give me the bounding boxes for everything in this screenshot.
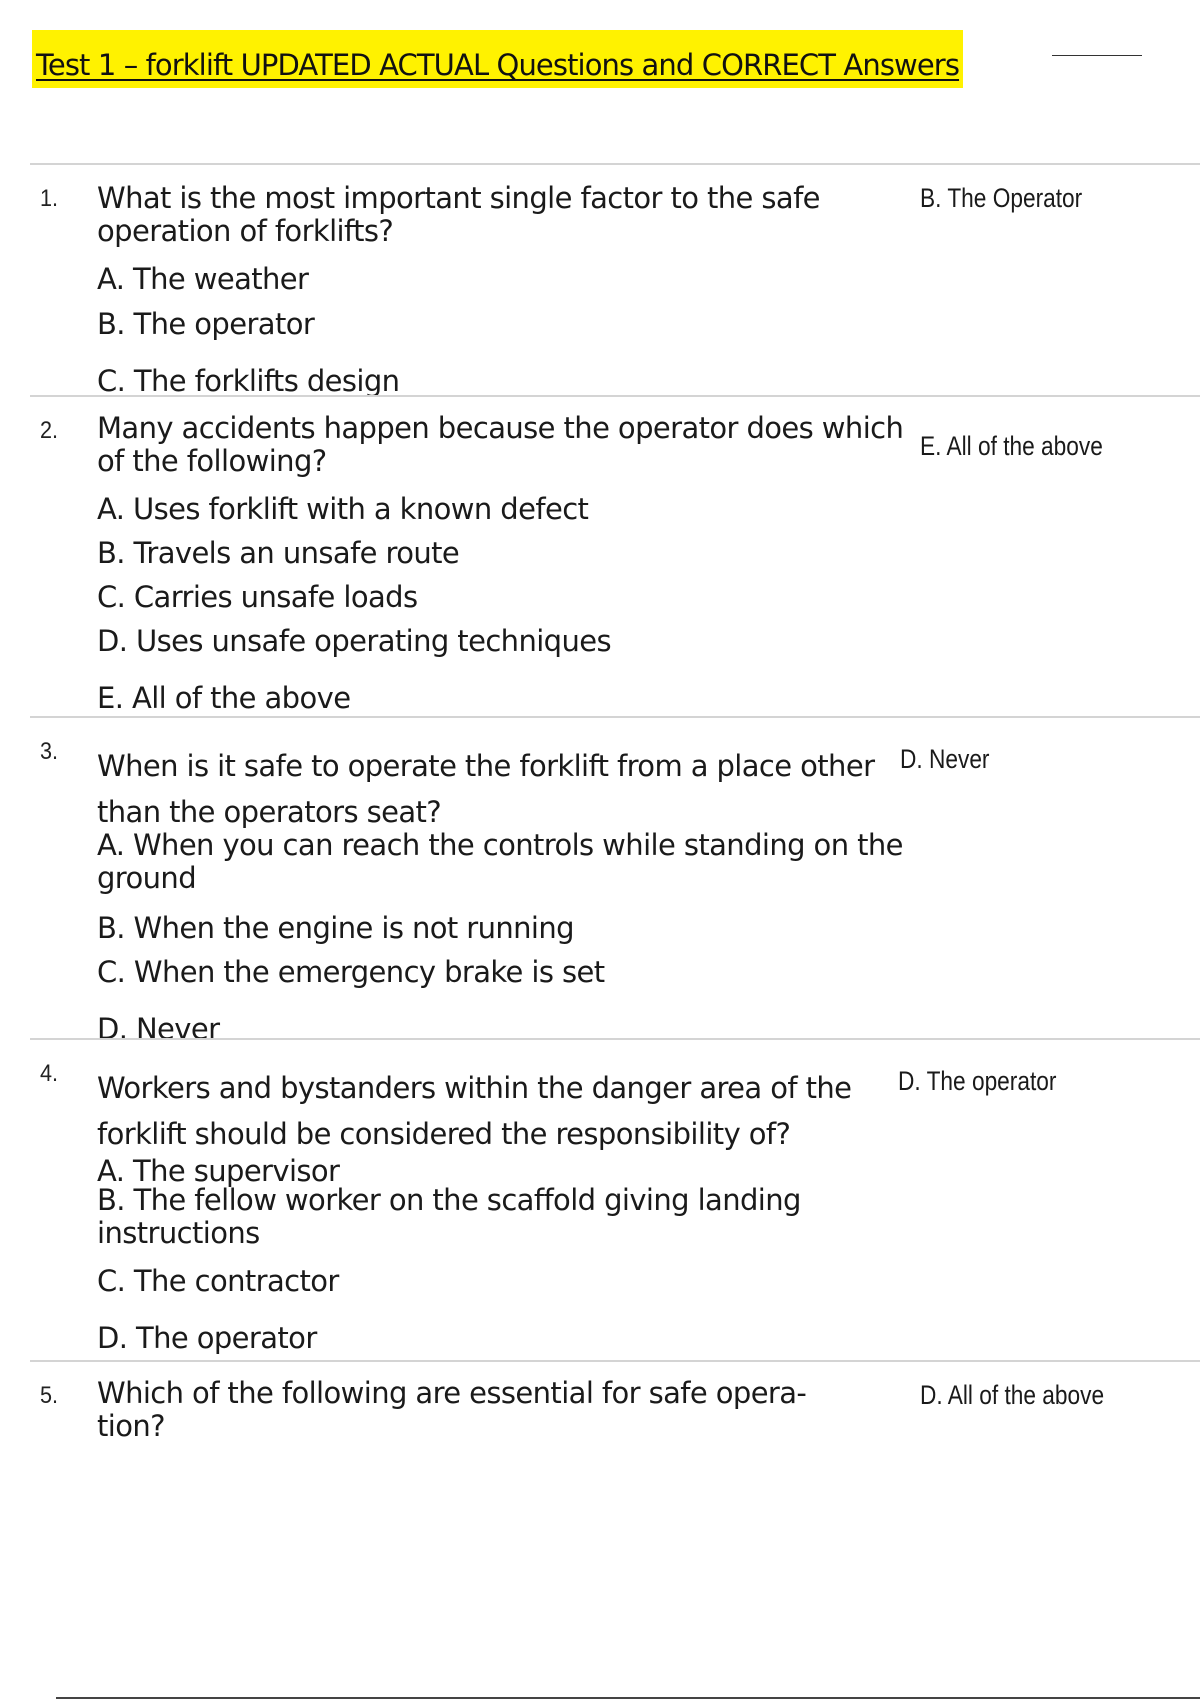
option-c: C. Carries unsafe loads	[97, 580, 418, 614]
question-number: 2.	[40, 417, 59, 444]
question-text: Many accidents happen because the operator does which of the following?	[97, 411, 904, 478]
option-d: D. Uses unsafe operating techniques	[97, 624, 612, 658]
question-2	[30, 395, 1200, 716]
question-number: 5.	[40, 1382, 59, 1409]
correct-answer: D. All of the above	[920, 1380, 1105, 1410]
bottom-rule	[56, 1697, 1200, 1699]
question-3	[30, 716, 1200, 1046]
option-c: C. The forklifts design	[97, 364, 400, 398]
question-text: What is the most important single factor to the safe operation of forklifts?	[97, 181, 820, 248]
option-b: B. Travels an unsafe route	[97, 536, 460, 570]
option-d: D. Never	[97, 1012, 220, 1046]
option-a: A. The weather	[97, 262, 309, 296]
option-d: D. The operator	[97, 1321, 317, 1355]
document-title: Test 1 – forklift UPDATED ACTUAL Questions and CORRECT Answers	[32, 30, 963, 88]
title-rule	[1052, 55, 1142, 56]
correct-answer: E. All of the above	[920, 431, 1103, 461]
option-b: B. The fellow worker on the scaffold giving landing instructions	[97, 1183, 801, 1250]
question-5	[30, 1360, 1200, 1522]
option-e: E. All of the above	[97, 681, 351, 715]
question-text: When is it safe to operate the forklift from a place other than the operators seat?	[97, 749, 875, 829]
title-block	[32, 30, 963, 88]
option-b: B. When the engine is not running	[97, 911, 574, 945]
question-number: 1.	[40, 185, 59, 212]
option-a: A. The supervisor	[97, 1154, 340, 1188]
correct-answer: D. Never	[900, 744, 990, 774]
question-number: 3.	[40, 738, 59, 765]
question-text: Workers and bystanders within the danger area of the forklift should be considered the responsibility of?	[97, 1071, 852, 1151]
option-a: A. Uses forklift with a known defect	[97, 492, 589, 526]
option-b: B. The operator	[97, 307, 315, 341]
option-c: C. The contractor	[97, 1264, 339, 1298]
option-a: A. When you can reach the controls while standing on the ground	[97, 828, 903, 895]
question-table	[30, 163, 1200, 1522]
question-text: Which of the following are essential for safe opera- tion?	[97, 1376, 807, 1443]
correct-answer: D. The operator	[898, 1066, 1057, 1096]
correct-answer: B. The Operator	[920, 183, 1083, 213]
option-c: C. When the emergency brake is set	[97, 955, 605, 989]
question-number: 4.	[40, 1060, 59, 1087]
question-1	[30, 163, 1200, 398]
question-4	[30, 1038, 1200, 1360]
